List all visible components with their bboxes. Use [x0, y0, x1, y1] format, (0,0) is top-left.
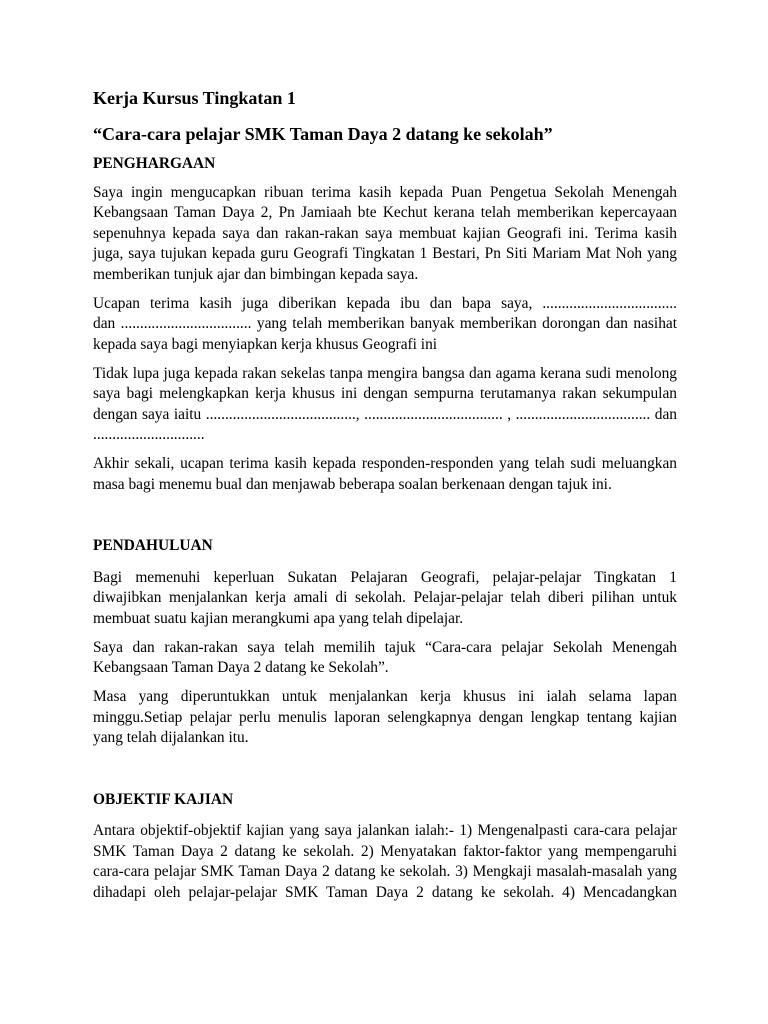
- text-line: membuat suatu kajian merangkumi apa yang telah dipelajar.: [93, 609, 464, 627]
- text-line: juga, saya tujukan kepada guru Geografi Tingkatan 1 Bestari, Pn Siti Mariam Mat Noh yang: [93, 245, 677, 262]
- paragraph: [93, 454, 677, 495]
- paragraph: [93, 364, 677, 446]
- text-line: cara-cara pelajar SMK Taman Daya 2 datang ke sekolah. 3) Mengkaji masalah-masalah yang: [93, 863, 677, 880]
- section-heading: PENDAHULUAN: [93, 537, 213, 554]
- section-pendahuluan: [93, 536, 677, 749]
- section-heading: PENGHARGAAN: [93, 154, 216, 172]
- document-title: Kerja Kursus Tingkatan 1: [93, 88, 296, 108]
- paragraph: [93, 821, 677, 903]
- text-line: Tidak lupa juga kepada rakan sekelas tanpa mengira bangsa dan agama kerana sudi menolong: [93, 364, 677, 382]
- text-line: Saya dan rakan-rakan saya telah memilih tajuk “Cara-cara pelajar Sekolah Menengah: [93, 638, 677, 656]
- text-line: diwajibkan menjalankan kerja amali di sekolah. Pelajar-pelajar telah diberi pilihan untuk: [93, 589, 677, 606]
- text-line: masa bagi menemu bual dan menjawab beberapa soalan berkenaan dengan tajuk ini.: [93, 475, 612, 493]
- text-line: Masa yang diperuntukkan untuk menjalankan kerja khusus ini ialah selama lapan: [93, 688, 677, 705]
- section-penghargaan: [93, 154, 677, 496]
- section-objektif-kajian: [93, 790, 677, 904]
- paragraph: [93, 294, 677, 356]
- text-line: saya bagi melengkapkan kerja khusus ini dengan sempurna terutamanya rakan sekumpulan: [93, 385, 677, 402]
- text-line: Antara objektif-objektif kajian yang saya jalankan ialah:- 1) Mengenalpasti cara-cara pelajar: [93, 822, 677, 839]
- text-line: kepada saya bagi menyiapkan kerja khusus Geografi ini: [93, 335, 438, 353]
- text-line: Akhir sekali, ucapan terima kasih kepada responden-responden yang telah sudi meluangkan: [93, 455, 677, 472]
- text-line: memberikan tunjuk ajar dan bimbingan kepada saya.: [93, 265, 419, 283]
- text-line: sepenuhnya kepada saya dan rakan-rakan saya membuat kajian Geografi ini. Terima kasih: [93, 224, 677, 242]
- paragraph: [93, 687, 677, 749]
- text-line: Kebangsaan Taman Daya 2, Pn Jamiaah bte Kechut kerana telah memberikan kepercayaan: [93, 204, 677, 221]
- text-line: Saya ingin mengucapkan ribuan terima kasih kepada Puan Pengetua Sekolah Menengah: [93, 183, 677, 201]
- document-subtitle: “Cara-cara pelajar SMK Taman Daya 2 datang ke sekolah”: [93, 124, 553, 144]
- text-line: dihadapi oleh pelajar-pelajar SMK Taman Daya 2 datang ke sekolah. 4) Mencadangkan: [93, 883, 677, 901]
- text-line: minggu.Setiap pelajar perlu menulis laporan selengkapnya dengan lengkap tentang kajian: [93, 708, 677, 726]
- text-line: Ucapan terima kasih juga diberikan kepada ibu dan bapa saya, ...................................: [93, 294, 677, 312]
- paragraph: [93, 568, 677, 630]
- text-line: dan .................................. yang telah memberikan banyak memberikan dorongan dan nasihat: [93, 315, 677, 332]
- text-line: Bagi memenuhi keperluan Sukatan Pelajaran Geografi, pelajar-pelajar Tingkatan 1: [93, 568, 677, 586]
- text-line: SMK Taman Daya 2 datang ke sekolah. 2) Menyatakan faktor-faktor yang mempengaruhi: [93, 842, 677, 860]
- document-page: [93, 86, 677, 912]
- text-line: .............................: [93, 426, 205, 443]
- paragraph: [93, 183, 677, 286]
- text-line: dengan saya iaitu ......................................., .................................... , ................................... dan: [93, 405, 677, 423]
- text-line: Kebangsaan Taman Daya 2 datang ke Sekolah”.: [93, 659, 389, 676]
- paragraph: [93, 638, 677, 679]
- text-line: yang telah dijalankan itu.: [93, 729, 249, 746]
- section-heading: OBJEKTIF KAJIAN: [93, 790, 234, 808]
